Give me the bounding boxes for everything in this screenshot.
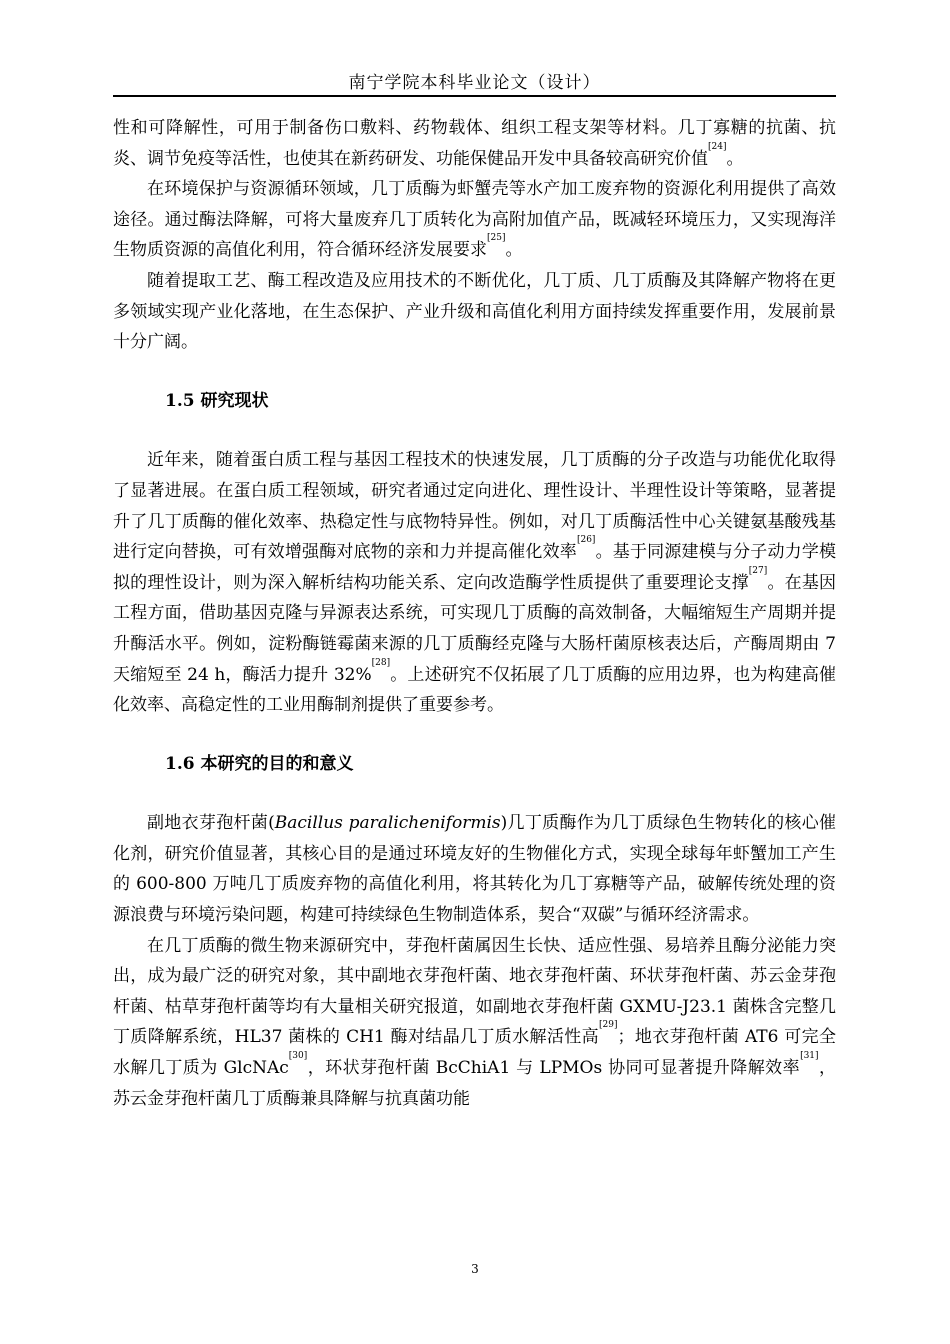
paragraph-5	[113, 808, 836, 930]
paragraph-text: 随着提取工艺、酶工程改造及应用技术的不断优化，几丁质、几丁质酶及其降解产物将在更多领域实现产业化落地，在生态保护、产业升级和高值化利用方面持续发挥重要作用，发展前景十分广阔。	[113, 270, 836, 353]
paragraph-1	[113, 113, 836, 174]
citation-ref: [30]	[288, 1051, 308, 1062]
paragraph-4	[113, 445, 836, 720]
paragraph-text: 。	[505, 240, 523, 261]
section-heading-1-6: 1.6 本研究的目的和意义	[165, 753, 354, 774]
header-title: 南宁学院本科毕业论文（设计）	[348, 73, 601, 93]
paragraph-3	[113, 266, 836, 358]
citation-ref: [28]	[371, 657, 391, 668]
citation-ref: [29]	[599, 1020, 618, 1031]
citation-ref: [26]	[576, 535, 596, 546]
page-header	[113, 62, 836, 97]
paragraph-text: 。在基因工程方面，借助基因克隆与异源表达系统，可实现几丁质酶的高效制备，大幅缩短生产周期并提升酶活水平。例如，淀粉酶链霉菌来源的几丁质酶经克隆与大肠杆菌原核表达后，产酶周期由 7 天缩短至 24 h，酶活力提升 32%	[113, 572, 836, 685]
paragraph-text: ，苏云金芽孢杆菌几丁质酶兼具降解与抗真菌功能	[113, 1058, 836, 1109]
paragraph-text: 。基于同源建模与分子动力学模拟的理性设计，则为深入解析结构功能关系、定向改造酶学性质提供了重要理论支撑	[113, 542, 837, 593]
paragraph-text: ；地衣芽孢杆菌 AT6 可完全水解几丁质为 GlcNAc	[113, 1027, 836, 1079]
paragraph-text: 。	[726, 148, 744, 169]
section-heading-1-5: 1.5 研究现状	[165, 390, 269, 411]
paragraph-text: 在几丁质酶的微生物来源研究中，芽孢杆菌属因生长快、适应性强、易培养且酶分泌能力突出，成为最广泛的研究对象，其中副地衣芽孢杆菌、地衣芽孢杆菌、环状芽孢杆菌、苏云金芽孢杆菌、枯草芽孢杆菌等均有大量相关研究报道，如副地衣芽孢杆菌 GXMU-J23.1 菌株含完整几丁质降解系统，HL37 菌株的 CH1 酶对结晶几丁质水解活性高	[113, 935, 836, 1048]
paragraph-2	[113, 174, 836, 266]
citation-ref: [31]	[800, 1051, 819, 1062]
paragraph-text: 性和可降解性，可用于制备伤口敷料、药物载体、组织工程支架等材料。几丁寡糖的抗菌、抗炎、调节免疫等活性，也使其在新药研发、功能保健品开发中具备较高研究价值	[113, 118, 836, 169]
citation-ref: [27]	[748, 565, 768, 576]
paragraph-text: 副地衣芽孢杆菌(	[147, 813, 275, 834]
citation-ref: [24]	[708, 141, 727, 152]
paragraph-6	[113, 931, 836, 1115]
citation-ref: [25]	[487, 233, 506, 244]
page-number: 3	[471, 1262, 479, 1276]
paragraph-text: )几丁质酶作为几丁质绿色生物转化的核心催化剂，研究价值显著，其核心目的是通过环境友好的生物催化方式，实现全球每年虾蟹加工产生的 600-800 万吨几丁质废弃物的高值化利用，将其转化为几丁寡糖等产品，破解传统处理的资源浪费与环境污染问题，构建可持续绿色生物制造体系，契合“双碳”与循环经济需求。	[113, 813, 836, 926]
species-name: Bacillus paralicheniformis	[274, 813, 501, 834]
paragraph-text: 。上述研究不仅拓展了几丁质酶的应用边界，也为构建高催化效率、高稳定性的工业用酶制剂提供了重要参考。	[113, 664, 836, 716]
paragraph-text: 近年来，随着蛋白质工程与基因工程技术的快速发展，几丁质酶的分子改造与功能优化取得了显著进展。在蛋白质工程领域，研究者通过定向进化、理性设计、半理性设计等策略，显著提升了几丁质酶的催化效率、热稳定性与底物特异性。例如，对几丁质酶活性中心关键氨基酸残基进行定向替换，可有效增强酶对底物的亲和力并提高催化效率	[113, 450, 836, 563]
paragraph-text: ，环状芽孢杆菌 BcChiA1 与 LPMOs 协同可显著提升降解效率	[307, 1058, 801, 1079]
paragraph-text: 在环境保护与资源循环领域，几丁质酶为虾蟹壳等水产加工废弃物的资源化利用提供了高效途径。通过酶法降解，可将大量废弃几丁质转化为高附加值产品，既减轻环境压力，又实现海洋生物质资源的高值化利用，符合循环经济发展要求	[113, 179, 836, 261]
body-text	[113, 113, 836, 1114]
